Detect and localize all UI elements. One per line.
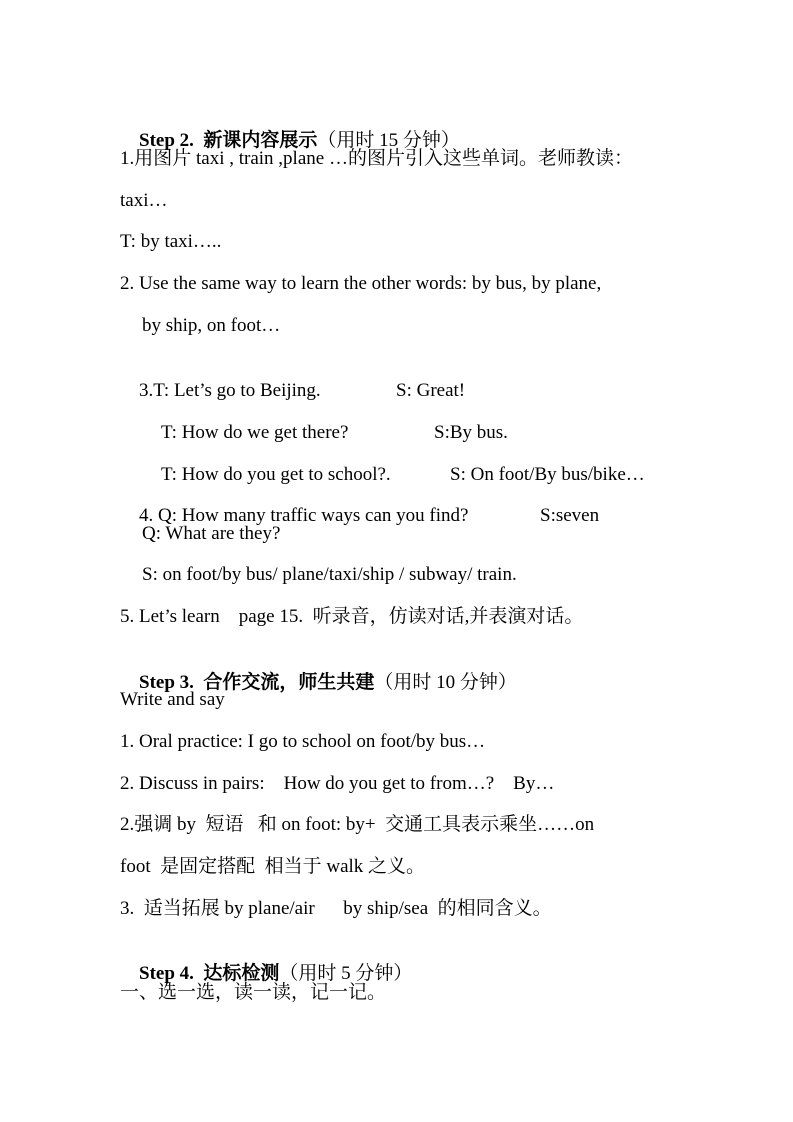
step3-line1: 1. Oral practice: I go to school on foot/by bus… <box>120 731 486 752</box>
step2-line5: 5. Let’s learn page 15. 听录音，仿读对话,并表演对话。 <box>120 606 584 627</box>
step2-line3b-student: S:By bus. <box>434 422 508 443</box>
step3-subtitle: Write and say <box>120 689 225 710</box>
step3-line4: 3. 适当拓展 by plane/air by ship/sea 的相同含义。 <box>120 898 552 919</box>
step2-line3c-student: S: On foot/By bus/bike… <box>450 464 645 485</box>
step2-line4a-question: 4. Q: How many traffic ways can you find? <box>139 505 469 526</box>
step3-line2: 2. Discuss in pairs: How do you get to from…? By… <box>120 773 555 794</box>
step2-line-t: T: by taxi….. <box>120 231 222 252</box>
step3-line3b: foot 是固定搭配 相当于 walk 之义。 <box>120 856 426 877</box>
step4-line1: 一、选一选，读一读，记一记。 <box>120 982 387 1003</box>
step2-line2b: by ship, on foot… <box>142 315 281 336</box>
step2-line3b-teacher: T: How do we get there? <box>161 422 349 443</box>
step3-line3a: 2.强调 by 短语 和 on foot: by+ 交通工具表示乘坐……on <box>120 814 595 835</box>
step2-time: （用时 15 分钟） <box>317 130 460 151</box>
step4-time: （用时 5 分钟） <box>279 963 413 984</box>
step2-line1b: taxi… <box>120 190 168 211</box>
step4-heading: Step 4. 达标检测 <box>139 963 280 984</box>
step2-line4b: Q: What are they? <box>142 523 281 544</box>
step2-line4c: S: on foot/by bus/ plane/taxi/ship / subway/ train. <box>142 564 517 585</box>
step2-line4a-answer: S:seven <box>540 505 600 526</box>
step2-line3a-teacher: 3.T: Let’s go to Beijing. <box>139 380 321 401</box>
step2-line3a-student: S: Great! <box>396 380 466 401</box>
step2-line1: 1.用图片 taxi , train ,plane …的图片引入这些单词。老师教读： <box>120 148 633 169</box>
step3-heading: Step 3. 合作交流，师生共建 <box>139 672 375 693</box>
step2-heading: Step 2. 新课内容展示 <box>139 130 318 151</box>
step3-time: （用时 10 分钟） <box>374 672 517 693</box>
step2-line2a: 2. Use the same way to learn the other words: by bus, by plane, <box>120 273 602 294</box>
step2-line3c-teacher: T: How do you get to school?. <box>161 464 391 485</box>
